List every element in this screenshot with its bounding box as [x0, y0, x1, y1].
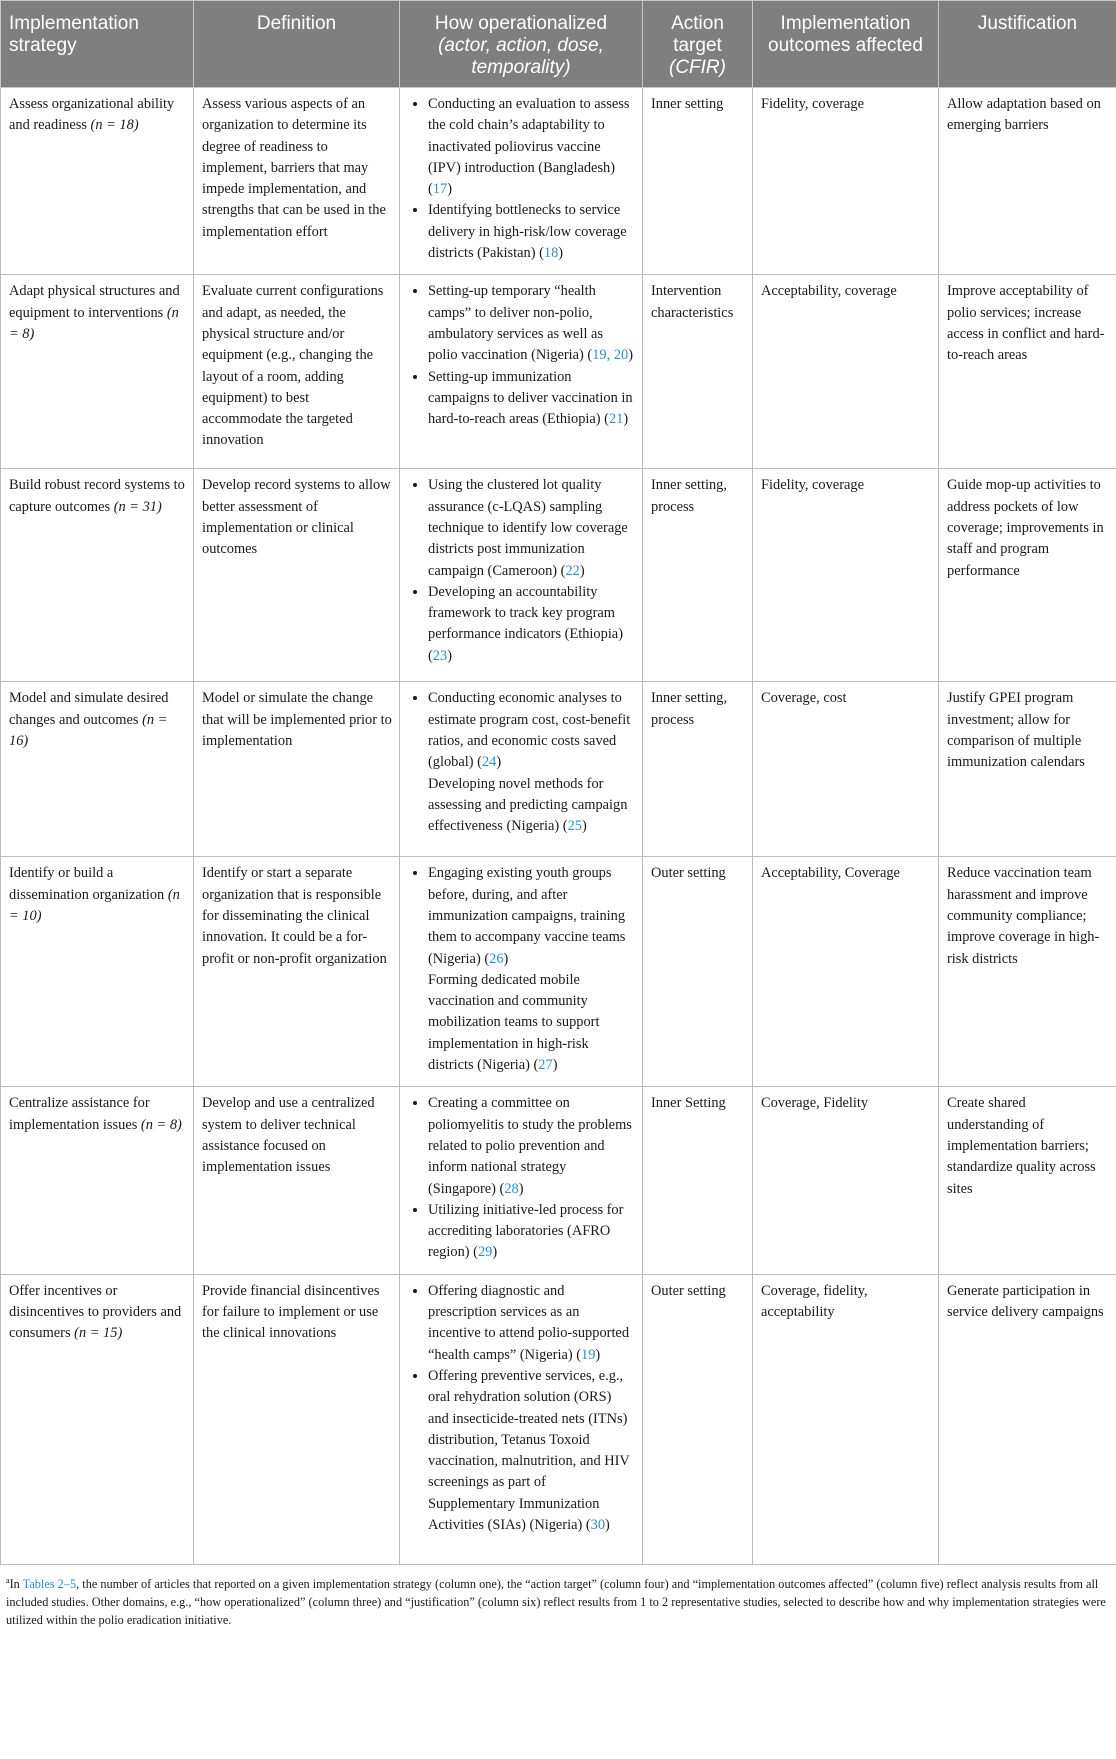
example-text: Developing an accountability framework to track key program performance indicators (Ethiopia) (	[428, 583, 623, 664]
cell-justification: Improve acceptability of polio services; increase access in conflict and hard-to-reach areas	[939, 275, 1116, 469]
cell-outcomes-affected: Acceptability, Coverage	[753, 857, 939, 1087]
header-how-operationalized-sub: (actor, action, dose, temporality)	[438, 35, 604, 78]
table-footnote	[0, 1565, 1116, 1629]
cell-action-target: Inner Setting	[643, 1087, 753, 1274]
reference-link[interactable]: 22	[565, 562, 580, 579]
list-item	[428, 582, 635, 667]
reference-link[interactable]: 23	[432, 647, 448, 664]
list-item	[428, 688, 635, 773]
example-text: Offering diagnostic and prescription services as an incentive to attend polio-supported “health camps” (Nigeria) (	[428, 1282, 630, 1363]
example-text: Setting-up temporary “health camps” to deliver non-polio, ambulatory services as well as polio vaccination (Nigeria) (	[428, 283, 604, 364]
header-how-operationalized	[400, 1, 643, 88]
list-item	[428, 774, 635, 838]
article-count: (n = 8)	[9, 304, 179, 342]
examples-list	[408, 94, 635, 264]
example-tail: )	[496, 754, 502, 771]
cell-outcomes-affected: Fidelity, coverage	[753, 88, 939, 275]
example-tail: )	[581, 818, 587, 835]
footnote-lead: In	[9, 1576, 23, 1591]
example-text: Creating a committee on poliomyelitis to study the problems related to polio prevention and inform national strategy (Singapore) (	[428, 1095, 632, 1197]
cell-action-target: Inner setting, process	[643, 682, 753, 857]
cell-how-operationalized	[400, 682, 643, 857]
cell-strategy	[1, 275, 194, 469]
list-item	[428, 1200, 635, 1264]
article-count: (n = 8)	[140, 1116, 182, 1133]
article-count: (n = 15)	[74, 1325, 123, 1342]
cell-strategy	[1, 88, 194, 275]
example-text: Developing novel methods for assessing and predicting campaign effectiveness (Nigeria) (	[428, 775, 628, 835]
reference-link[interactable]: 26	[489, 950, 504, 967]
list-item	[428, 281, 635, 366]
header-implementation-strategy: Implementation strategy	[1, 1, 194, 88]
examples-list	[408, 475, 635, 667]
strategy-name: Build robust record systems to capture outcomes	[9, 477, 185, 515]
cell-strategy	[1, 1274, 194, 1564]
cell-justification: Create shared understanding of implementation barriers; standardize quality across sites	[939, 1087, 1116, 1274]
reference-link[interactable]: 19	[581, 1346, 596, 1363]
example-tail: )	[558, 245, 564, 262]
example-tail: )	[552, 1057, 558, 1074]
strategy-name: Model and simulate desired changes and outcomes	[9, 690, 169, 728]
reference-link[interactable]: 19, 20	[592, 347, 629, 364]
reference-link[interactable]: 28	[504, 1180, 519, 1197]
cell-how-operationalized	[400, 1087, 643, 1274]
example-text: Identifying bottlenecks to service delivery in high-risk/low coverage districts (Pakistan) (	[428, 202, 627, 262]
article-count: (n = 31)	[113, 498, 162, 515]
header-action-target	[643, 1, 753, 88]
table-body	[1, 88, 1116, 1565]
cell-definition: Identify or start a separate organization that is responsible for disseminating the clinical innovation. It could be a for-profit or non-profit organization	[194, 857, 400, 1087]
strategy-name: Adapt physical structures and equipment to interventions	[9, 283, 180, 321]
list-item	[428, 863, 635, 969]
cell-justification: Reduce vaccination team harassment and improve community compliance; improve coverage in high-risk districts	[939, 857, 1116, 1087]
example-tail: )	[605, 1516, 610, 1533]
example-text: Engaging existing youth groups before, during, and after immunization campaigns, training them to accompany vaccine teams (Nigeria) (	[428, 865, 626, 967]
reference-link[interactable]: 30	[590, 1516, 606, 1533]
example-tail: )	[628, 347, 634, 364]
footnote-tables-link[interactable]: Tables 2–5	[22, 1576, 77, 1591]
strategy-name: Centralize assistance for implementation issues	[9, 1095, 150, 1133]
reference-link[interactable]: 21	[608, 411, 624, 428]
list-item	[428, 367, 635, 431]
cell-definition: Evaluate current configurations and adapt, as needed, the physical structure and/or equipment (e.g., changing the layout of a room, adding equipment) to best accommodate the targeted innovation	[194, 275, 400, 469]
examples-list	[408, 1281, 635, 1537]
table-row	[1, 275, 1116, 469]
reference-link[interactable]: 18	[543, 245, 559, 262]
list-item	[428, 970, 635, 1076]
cell-justification: Guide mop-up activities to address pockets of low coverage; improvements in staff and program performance	[939, 469, 1116, 682]
strategy-name: Assess organizational ability and readiness	[9, 96, 175, 134]
cell-how-operationalized	[400, 275, 643, 469]
examples-list	[408, 1093, 635, 1263]
cell-how-operationalized	[400, 88, 643, 275]
list-item	[428, 200, 635, 264]
cell-how-operationalized	[400, 469, 643, 682]
cell-outcomes-affected: Coverage, fidelity, acceptability	[753, 1274, 939, 1564]
reference-link[interactable]: 25	[567, 818, 582, 835]
strategy-name: Identify or build a dissemination organization	[9, 865, 165, 903]
cell-action-target: Outer setting	[643, 1274, 753, 1564]
example-text: Conducting economic analyses to estimate program cost, cost-benefit ratios, and economic costs saved (global) (	[428, 690, 631, 771]
article-count: (n = 10)	[9, 886, 180, 924]
list-item	[428, 94, 635, 200]
examples-list	[408, 281, 635, 430]
example-tail: )	[623, 411, 629, 428]
example-text: Forming dedicated mobile vaccination and community mobilization teams to support implementation in high-risk districts (Nigeria) (	[428, 971, 600, 1074]
cell-strategy	[1, 682, 194, 857]
example-tail: )	[503, 950, 509, 967]
cell-definition: Assess various aspects of an organization to determine its degree of readiness to implement, barriers that may impede implementation, and strengths that can be used in the implementation effort	[194, 88, 400, 275]
cell-definition: Develop and use a centralized system to deliver technical assistance focused on implementation issues	[194, 1087, 400, 1274]
list-item	[428, 1366, 635, 1536]
example-text: Using the clustered lot quality assurance (c-LQAS) sampling technique to identify low coverage districts post immunization campaign (Cameroon) (	[428, 477, 628, 579]
cell-definition: Model or simulate the change that will be implemented prior to implementation	[194, 682, 400, 857]
cell-justification: Justify GPEI program investment; allow for comparison of multiple immunization calendars	[939, 682, 1116, 857]
header-outcomes-affected: Implementation outcomes affected	[753, 1, 939, 88]
header-action-target-main: Action target	[671, 13, 724, 56]
cell-action-target: Intervention characteristics	[643, 275, 753, 469]
footnote-marker: a	[6, 1575, 10, 1585]
table-row	[1, 88, 1116, 275]
example-tail: )	[447, 181, 452, 198]
list-item	[428, 1093, 635, 1199]
cell-strategy	[1, 469, 194, 682]
list-item	[428, 475, 635, 581]
cell-how-operationalized	[400, 857, 643, 1087]
article-count: (n = 18)	[90, 117, 139, 134]
cell-outcomes-affected: Coverage, Fidelity	[753, 1087, 939, 1274]
table-row	[1, 682, 1116, 857]
footnote-text: , the number of articles that reported on a given implementation strategy (column one), the “action target” (column four) and “implementation outcomes affected” (column five) reflect analysis results from all included studies. Other domains, e.g., “how operationalized” (column three) and “justification” (column six) reflect results from 1 to 2 representative studies, selected to describe how and why implementation strategies were utilized within the polio eradication initiative.	[6, 1576, 1106, 1627]
header-action-target-sub: (CFIR)	[669, 57, 726, 78]
table-row	[1, 469, 1116, 682]
cell-definition: Develop record systems to allow better assessment of implementation or clinical outcomes	[194, 469, 400, 682]
reference-link[interactable]: 29	[477, 1244, 493, 1261]
cell-outcomes-affected: Fidelity, coverage	[753, 469, 939, 682]
cell-outcomes-affected: Acceptability, coverage	[753, 275, 939, 469]
example-text: Utilizing initiative-led process for accrediting laboratories (AFRO region) (	[428, 1201, 624, 1261]
reference-link[interactable]: 27	[538, 1057, 553, 1074]
example-tail: )	[492, 1244, 498, 1261]
example-tail: )	[447, 647, 452, 664]
cell-justification: Generate participation in service delivery campaigns	[939, 1274, 1116, 1564]
table-row	[1, 1274, 1116, 1564]
header-definition: Definition	[194, 1, 400, 88]
cell-action-target: Inner setting	[643, 88, 753, 275]
example-text: Setting-up immunization campaigns to deliver vaccination in hard-to-reach areas (Ethiopia) (	[428, 368, 633, 428]
cell-how-operationalized	[400, 1274, 643, 1564]
cell-strategy	[1, 1087, 194, 1274]
cell-action-target: Inner setting, process	[643, 469, 753, 682]
table-row	[1, 857, 1116, 1087]
examples-list	[408, 688, 635, 837]
header-justification: Justification	[939, 1, 1116, 88]
cell-outcomes-affected: Coverage, cost	[753, 682, 939, 857]
article-count: (n = 16)	[9, 711, 168, 749]
examples-list	[408, 863, 635, 1076]
list-item	[428, 1281, 635, 1366]
example-tail: )	[518, 1180, 524, 1197]
header-how-operationalized-main: How operationalized	[434, 13, 608, 34]
table-row	[1, 1087, 1116, 1274]
reference-link[interactable]: 17	[432, 181, 448, 198]
header-row	[1, 1, 1116, 88]
example-tail: )	[595, 1346, 601, 1363]
cell-definition: Provide financial disincentives for failure to implement or use the clinical innovations	[194, 1274, 400, 1564]
cell-justification: Allow adaptation based on emerging barriers	[939, 88, 1116, 275]
example-text: Offering preventive services, e.g., oral rehydration solution (ORS) and insecticide-treated nets (ITNs) distribution, Tetanus Toxoid vaccination, malnutrition, and HIV screenings as part of Supplementary Immunization Activities (SIAs) (Nigeria) (	[428, 1367, 630, 1533]
example-tail: )	[579, 562, 585, 579]
example-text: Conducting an evaluation to assess the cold chain’s adaptability to inactivated poliovirus vaccine (IPV) introduction (Bangladesh) (	[428, 96, 630, 198]
reference-link[interactable]: 24	[481, 754, 497, 771]
cell-strategy	[1, 857, 194, 1087]
strategy-name: Offer incentives or disincentives to providers and consumers	[9, 1282, 182, 1342]
cell-action-target: Outer setting	[643, 857, 753, 1087]
